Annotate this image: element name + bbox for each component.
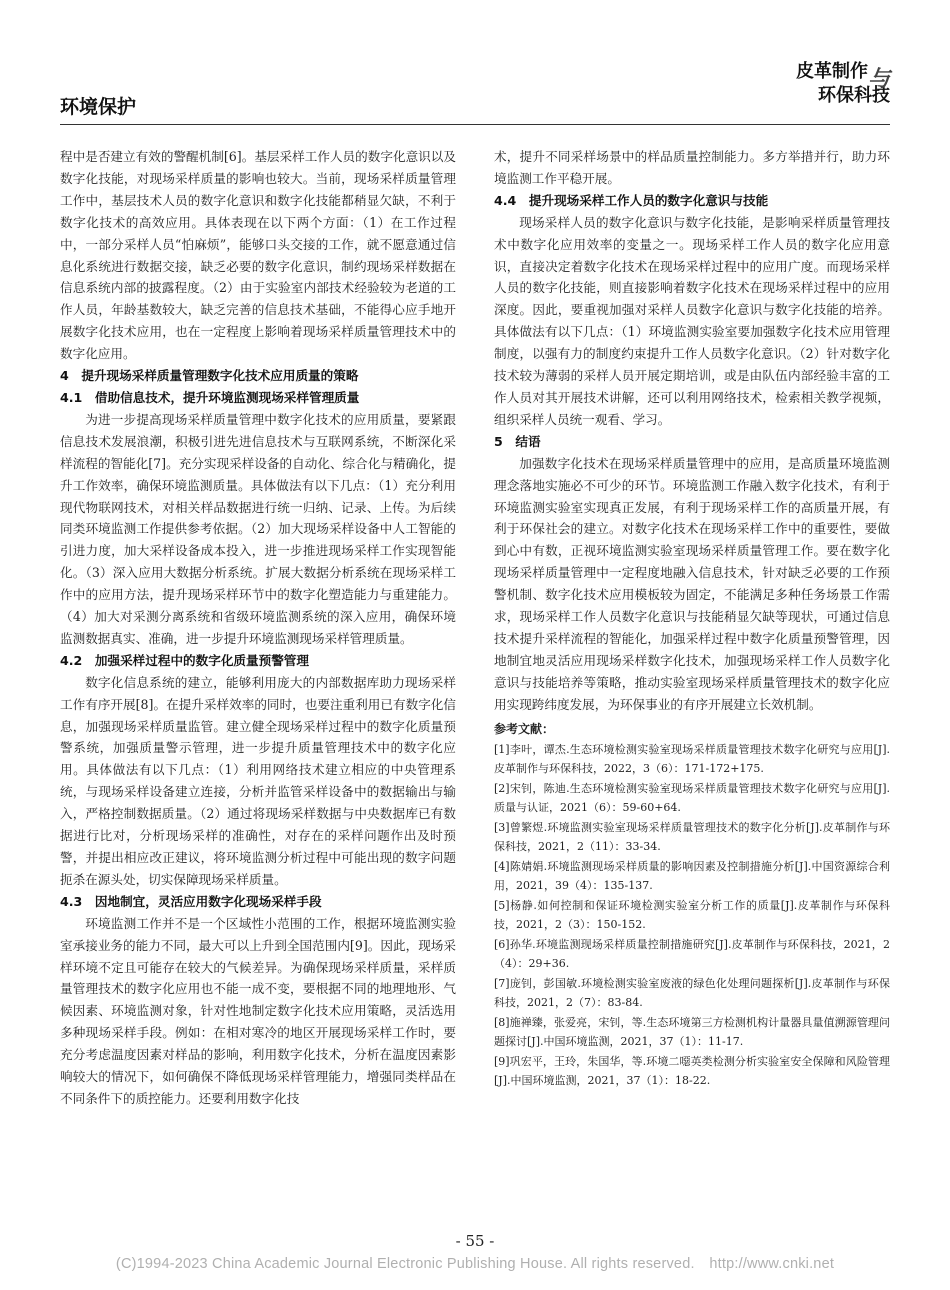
paragraph-4-3: 环境监测工作并不是一个区域性小范围的工作，根据环境监测实验室承接业务的能力不同，最大可以上升到全国范围内[9]。因此，现场采样环境不定且可能存在较大的气候差异。为确保现场采样质量，采样质量管理技术的数字化应用也不能一成不变，要根据不同的地理地形、气候因素、环境监测对象，针对性地制定数字化技术应用策略，灵活选用多种现场采样手段。例如：在相对寒冷的地区开展现场采样工作时，要充分考虑温度因素对样品的影响，利用数字化技术，分析在温度因素影响较大的情况下，如何确保不降低现场采样管理能力，增强同类样品在不同条件下的质控能力。还要利用数字化技	[60, 915, 456, 1106]
paragraph-continued: 术，提升不同采样场景中的样品质量控制能力。多方举措并行，助力环境监测工作平稳开展。	[494, 149, 890, 186]
section-heading-4-3: 4.3 因地制宜，灵活应用数字化现场采样手段	[60, 893, 322, 909]
section-heading-5: 5 结语	[494, 433, 541, 449]
paragraph-4-4: 现场采样人员的数字化意识与数字化技能，是影响采样质量管理技术中数字化应用效率的变量之一。现场采样工作人员的数字化应用意识，直接决定着数字化技术在现场采样过程中的应用广度。而现场采样人员的数字化技能，则直接影响着数字化技术在现场采样过程中的应用深度。因此，要重视加强对采样人员数字化意识与数字化技能的培养。具体做法有以下几点：（1）环境监测实验室要加强数字化技术应用管理制度，以强有力的制度约束提升工作人员数字化意识。（2）针对数字化技术较为薄弱的采样人员开展定期培训，或是由队伍内部经验丰富的工作人员对其开展技术讲解，还可以利用网络技术，检索相关教学视频，组织采样人员统一观看、学习。	[494, 214, 890, 427]
header-divider	[60, 124, 890, 125]
paragraph-5: 加强数字化技术在现场采样质量管理中的应用，是高质量环境监测理念落地实施必不可少的环节。环境监测工作融入数字化技术，有利于环境监测实验室实现真正发展，有利于现场采样工作的高质量开展，有利于环保社会的建立。对数字化技术在现场采样工作中的重要性，要做到心中有数，正视环境监测实验室现场采样质量管理工作。要在数字化现场采样质量管理中一定程度地融入信息技术，针对缺乏必要的工作预警机制、数字化技术应用模板较为固定，不能满足多种任务场景工作需求，现场采样工作人员数字化意识与技能稍显欠缺等现状，可通过信息技术提升采样流程的智能化，加强采样过程中数字化质量预警管理，因地制宜地灵活应用现场采样数字化技术，加强现场采样工作人员数字化意识与技能培养等策略，推动实验室现场采样质量管理技术的数字化应用实现跨纬度发展，为环保事业的有序开展建立长效机制。	[494, 455, 890, 712]
references-title: 参考文献：	[494, 721, 555, 736]
reference-item: [2]宋钊，陈迪.生态环境检测实验室现场采样质量管理技术数字化研究与应用[J].质量与认证，2021（6）：59-60+64.	[494, 781, 890, 815]
reference-item: [7]庞钊，彭国敏.环境检测实验室废液的绿色化处理问题探析[J].皮革制作与环保科技，2021，2（7）：83-84.	[494, 976, 890, 1010]
reference-item: [9]巩宏平，王玲，朱国华，等.环境二噁英类检测分析实验室安全保障和风险管理[J].中国环境监测，2021，37（1）：18-22.	[494, 1054, 890, 1088]
reference-item: [5]杨静.如何控制和保证环境检测实验室分析工作的质量[J].皮革制作与环保科技，2021，2（3）：150-152.	[494, 898, 890, 932]
reference-item: [3]曾繁煜.环境监测实验室现场采样质量管理技术的数字化分析[J].皮革制作与环保科技，2021，2（11）：33-34.	[494, 820, 890, 854]
reference-list	[494, 740, 890, 1091]
section-heading-4: 4 提升现场采样质量管理数字化技术应用质量的策略	[60, 368, 359, 384]
page-number: - 55 -	[455, 1232, 495, 1250]
section-heading-4-1: 4.1 借助信息技术，提升环境监测现场采样管理质量	[60, 389, 360, 405]
right-column	[494, 146, 890, 1091]
section-heading-4-2: 4.2 加强采样过程中的数字化质量预警管理	[60, 652, 309, 668]
reference-item: [4]陈婧娟.环境监测现场采样质量的影响因素及控制措施分析[J].中国资源综合利用，2021，39（4）：135-137.	[494, 859, 890, 893]
journal-logo	[796, 60, 890, 108]
reference-item: [1]李叶，谭杰.生态环境检测实验室现场采样质量管理技术数字化研究与应用[J].皮革制作与环保科技，2022，3（6）：171-172+175.	[494, 742, 890, 776]
paragraph-4-2: 数字化信息系统的建立，能够利用庞大的内部数据库助力现场采样工作有序开展[8]。在提升采样效率的同时，也要注重利用已有数字化信息，加强现场采样质量监管。建立健全现场采样过程中的数字化质量预警系统，加强质量警示管理，进一步提升质量管理技术中的数字化应用。具体做法有以下几点：（1）利用网络技术建立相应的中央管理系统，与现场采样设备建立连接，分析并监管采样设备中的数据输出与输入，严格控制数据质量。（2）通过将现场采样数据与中央数据库已有数据进行比对，分析现场采样的准确性，对存在的采样问题作出及时预警，并提出相应改正建议，将环境监测分析过程中可能出现的数字问题扼杀在源头处，切实保障现场采样质量。	[60, 674, 456, 887]
journal-logo-mark: 与	[867, 67, 890, 92]
copyright-footer: (C)1994-2023 China Academic Journal Electronic Publishing House. All rights reserved. http://www.cnki.net	[115, 1256, 835, 1272]
journal-section-title: 环境保护	[60, 96, 137, 118]
left-column	[60, 146, 456, 1110]
section-heading-4-4: 4.4 提升现场采样工作人员的数字化意识与技能	[494, 192, 769, 208]
reference-item: [6]孙华.环境监测现场采样质量控制措施研究[J].皮革制作与环保科技，2021，2（4）：29+36.	[494, 937, 890, 971]
journal-logo-line1: 皮革制作	[796, 61, 868, 82]
reference-item: [8]施禅臻，张爱亮，宋钊，等.生态环境第三方检测机构计量器具量值溯源管理问题探讨[J].中国环境监测，2021，37（1）：11-17.	[494, 1015, 890, 1049]
paragraph-4-1: 为进一步提高现场采样质量管理中数字化技术的应用质量，要紧跟信息技术发展浪潮，积极引进先进信息技术与互联网系统，不断深化采样流程的智能化[7]。充分实现采样设备的自动化、综合化与精确化，提升工作效率，确保环境监测质量。具体做法有以下几点：（1）充分利用现代物联网技术，对相关样品数据进行统一归纳、记录、上传。为后续同类环境监测工作提供参考依据。（2）加大现场采样设备中人工智能的引进力度，加大采样设备成本投入，进一步推进现场采样工作实现智能化。（3）深入应用大数据分析系统。扩展大数据分析系统在现场采样工作中的应用方法，提升现场采样环节中的数字化塑造能力与重建能力。（4）加大对采测分离系统和省级环境监测系统的深入应用，确保环境监测数据真实、准确，进一步提升环境监测现场采样管理质量。	[60, 411, 456, 646]
journal-logo-line2: 环保科技	[818, 85, 890, 106]
paragraph-continued: 程中是否建立有效的警醒机制[6]。基层采样工作人员的数字化意识以及数字化技能，对现场采样质量的影响也较大。当前，现场采样质量管理工作中，基层技术人员的数字化意识和数字化技能都稍显欠缺，不利于数字化技术的高效应用。具体表现在以下两个方面：（1）在工作过程中，一部分采样人员“怕麻烦”，能够口头交接的工作，就不愿意通过信息化系统进行数据交接，缺乏必要的数字化意识，制约现场采样数据在信息系统内部的披露程度。（2）由于实验室内部技术经验较为老道的工作人员，年龄基数较大，缺乏完善的信息技术基础，不能得心应手地开展数字化技术应用，也在一定程度上影响着现场采样质量管理技术中的数字化应用。	[60, 149, 456, 362]
